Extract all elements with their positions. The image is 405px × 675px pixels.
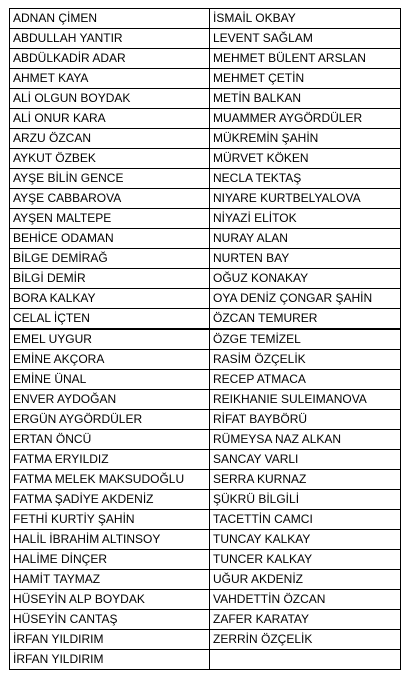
name-cell-left: BORA KALKAY [10,289,210,309]
name-cell-right: ÖZCAN TEMURER [210,309,401,330]
name-cell-right: OĞUZ KONAKAY [210,269,401,289]
name-cell-left: EMİNE AKÇORA [10,350,210,370]
table-row [10,450,401,470]
table-row [10,109,401,129]
name-cell-right: TUNCAY KALKAY [210,530,401,550]
table-row [10,590,401,610]
name-cell-right: MEHMET ÇETİN [210,69,401,89]
table-row [10,430,401,450]
table-row [10,570,401,590]
table-row [10,329,401,350]
name-cell-left: HAMİT TAYMAZ [10,570,210,590]
name-cell-right: RECEP ATMACA [210,370,401,390]
name-cell-left: AHMET KAYA [10,69,210,89]
name-cell-right: TUNCER KALKAY [210,550,401,570]
name-cell-left: İRFAN YILDIRIM [10,630,210,650]
table-row [10,209,401,229]
table-row [10,49,401,69]
name-cell-right: RASİM ÖZÇELİK [210,350,401,370]
name-cell-left: HALİME DİNÇER [10,550,210,570]
name-cell-left: FATMA MELEK MAKSUDOĞLU [10,470,210,490]
table-row [10,370,401,390]
name-cell-right: ÖZGE TEMİZEL [210,329,401,350]
name-cell-right: İSMAİL OKBAY [210,9,401,29]
name-cell-right: MEHMET BÜLENT ARSLAN [210,49,401,69]
name-cell-left: ARZU ÖZCAN [10,129,210,149]
table-row [10,410,401,430]
table-row [10,169,401,189]
table-row [10,390,401,410]
table-row [10,89,401,109]
name-cell-right: SERRA KURNAZ [210,470,401,490]
name-cell-left: BİLGİ DEMİR [10,269,210,289]
table-row [10,229,401,249]
table-row [10,9,401,29]
table-row [10,189,401,209]
name-cell-left: AYŞE CABBAROVA [10,189,210,209]
name-cell-right: NİYAZİ ELİTOK [210,209,401,229]
name-cell-right: NIYARE KURTBELYALOVA [210,189,401,209]
name-cell-left: FETHİ KURTİY ŞAHİN [10,510,210,530]
table-row [10,490,401,510]
name-cell-right [210,650,401,670]
name-cell-right: MÜKREMİN ŞAHİN [210,129,401,149]
table-row [10,289,401,309]
name-cell-right: OYA DENİZ ÇONGAR ŞAHİN [210,289,401,309]
name-cell-left: ALİ OLGUN BOYDAK [10,89,210,109]
name-cell-left: CELAL İÇTEN [10,309,210,330]
name-cell-left: ENVER AYDOĞAN [10,390,210,410]
table-row [10,129,401,149]
table-row [10,309,401,330]
table-row [10,269,401,289]
name-cell-left: AYŞEN MALTEPE [10,209,210,229]
name-cell-left: ALİ ONUR KARA [10,109,210,129]
name-cell-left: AYŞE BİLİN GENCE [10,169,210,189]
name-cell-right: METİN BALKAN [210,89,401,109]
table-row [10,510,401,530]
name-cell-right: RÜMEYSA NAZ ALKAN [210,430,401,450]
name-cell-left: İRFAN YILDIRIM [10,650,210,670]
name-cell-left: BEHİCE ODAMAN [10,229,210,249]
name-cell-right: ZAFER KARATAY [210,610,401,630]
name-cell-right: NECLA TEKTAŞ [210,169,401,189]
table-row [10,470,401,490]
name-cell-right: TACETTİN CAMCI [210,510,401,530]
name-cell-left: BİLGE DEMİRAĞ [10,249,210,269]
name-cell-right: NURAY ALAN [210,229,401,249]
table-row [10,69,401,89]
name-cell-right: VAHDETTİN ÖZCAN [210,590,401,610]
table-row [10,249,401,269]
table-row [10,610,401,630]
table-row [10,630,401,650]
name-table [9,8,401,670]
name-cell-left: ADNAN ÇİMEN [10,9,210,29]
name-cell-right: NURTEN BAY [210,249,401,269]
name-cell-right: ZERRİN ÖZÇELİK [210,630,401,650]
name-cell-left: FATMA ŞADİYE AKDENİZ [10,490,210,510]
name-cell-right: ŞÜKRÜ BİLGİLİ [210,490,401,510]
name-table-body [10,9,401,670]
name-cell-right: REIKHANIE SULEIMANOVA [210,390,401,410]
name-cell-left: EMEL UYGUR [10,329,210,350]
name-cell-right: RİFAT BAYBÖRÜ [210,410,401,430]
name-cell-left: ABDULLAH YANTIR [10,29,210,49]
name-cell-left: ERTAN ÖNCÜ [10,430,210,450]
name-cell-right: MUAMMER AYGÖRDÜLER [210,109,401,129]
name-cell-right: SANCAY VARLI [210,450,401,470]
name-cell-left: EMİNE ÜNAL [10,370,210,390]
name-cell-left: FATMA ERYILDIZ [10,450,210,470]
name-cell-left: ERGÜN AYGÖRDÜLER [10,410,210,430]
name-cell-left: HÜSEYİN CANTAŞ [10,610,210,630]
name-cell-left: HÜSEYİN ALP BOYDAK [10,590,210,610]
name-cell-left: ABDÜLKADİR ADAR [10,49,210,69]
name-cell-right: LEVENT SAĞLAM [210,29,401,49]
table-row [10,350,401,370]
name-cell-left: HALİL İBRAHİM ALTINSOY [10,530,210,550]
table-row [10,149,401,169]
name-cell-right: MÜRVET KÖKEN [210,149,401,169]
name-cell-left: AYKUT ÖZBEK [10,149,210,169]
table-row [10,650,401,670]
table-row [10,29,401,49]
table-row [10,550,401,570]
table-row [10,530,401,550]
name-cell-right: UĞUR AKDENİZ [210,570,401,590]
